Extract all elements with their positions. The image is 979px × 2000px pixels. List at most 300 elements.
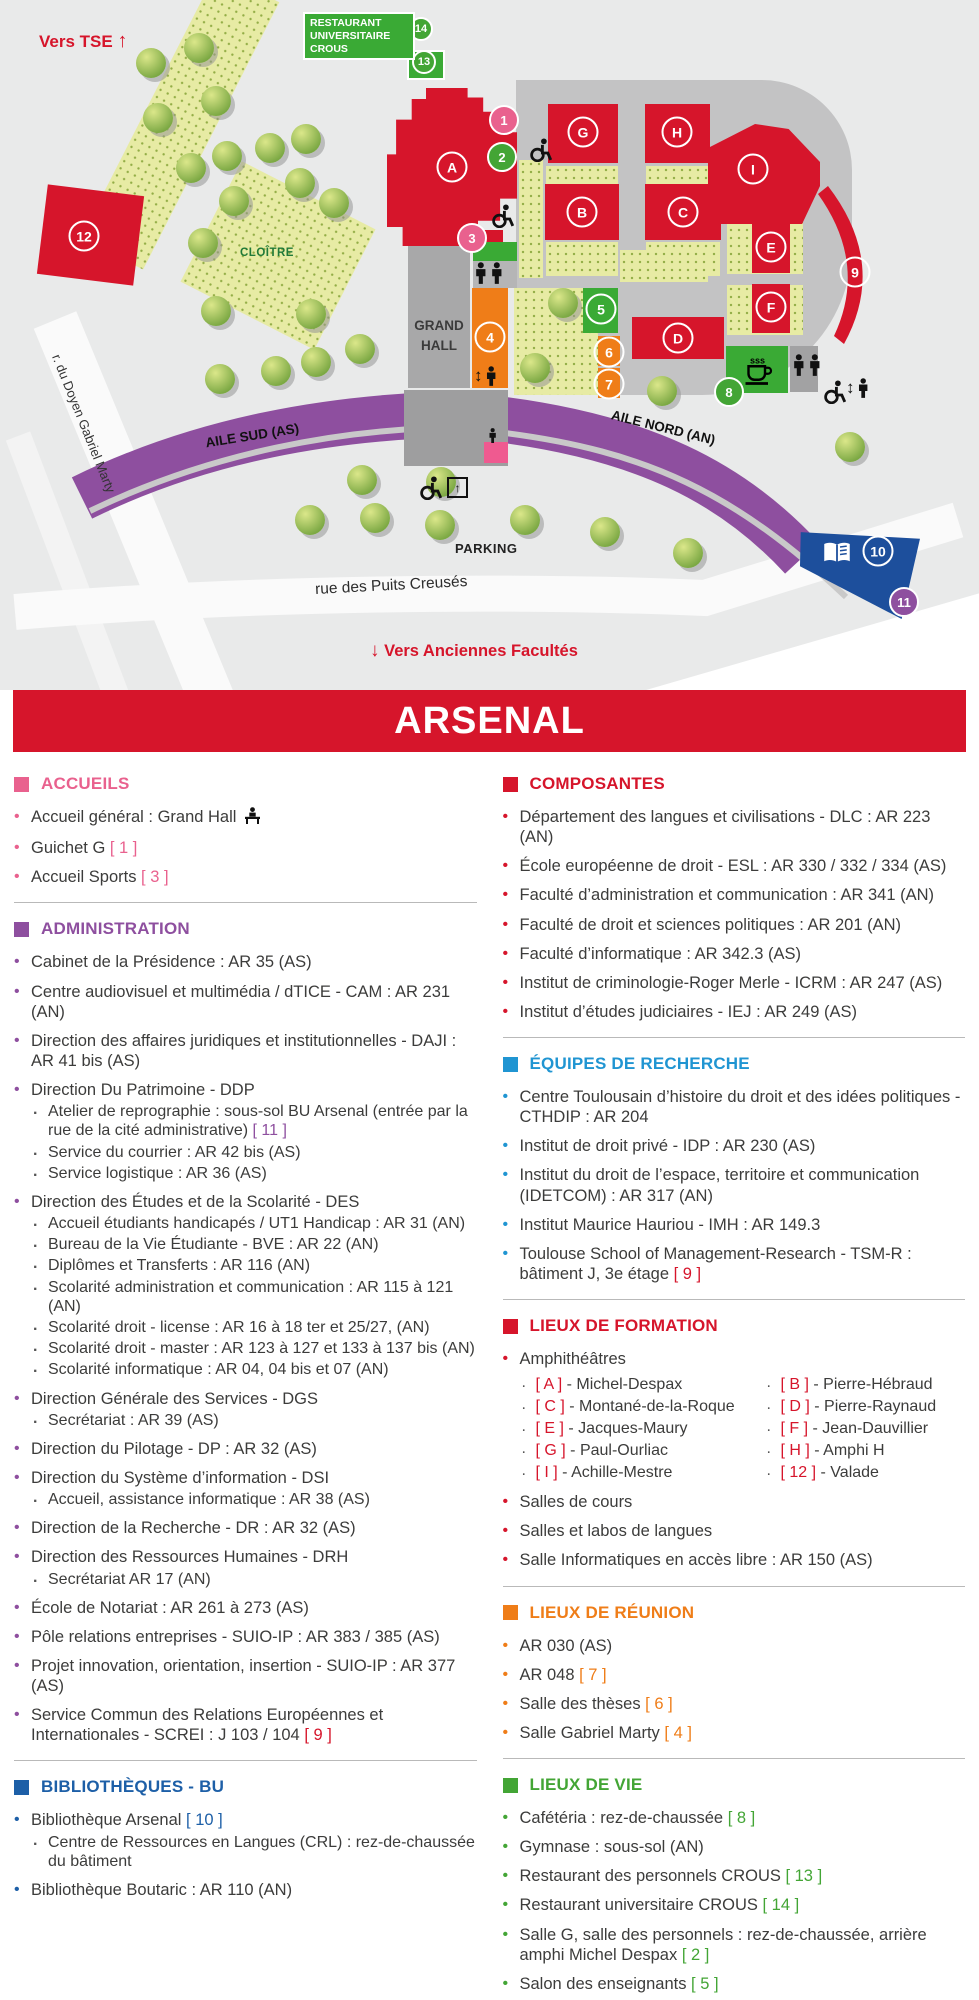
bullet-icon: • <box>14 839 20 857</box>
bullet-icon: • <box>14 1627 20 1645</box>
legend-item <box>14 1031 477 1071</box>
sub-bullet-icon: . <box>33 1162 38 1180</box>
legend-section-title: ADMINISTRATION <box>41 919 190 939</box>
info-point <box>484 442 508 463</box>
legend-color-square <box>503 777 518 792</box>
bullet-icon: • <box>502 1723 509 1741</box>
bullet-icon: • <box>502 1867 509 1885</box>
legend-item <box>503 1636 966 1656</box>
bullet-icon: • <box>14 1468 20 1486</box>
street-puits-creuses-label: rue des Puits Creusés <box>314 573 468 598</box>
cafeteria-coffee-icon <box>744 354 774 386</box>
legend-sub-item-text: Diplômes et Transferts : AR 116 (AN) <box>48 1257 311 1275</box>
person-icon <box>857 378 869 398</box>
legend-section-header-equipes-de-recherche <box>503 1054 966 1074</box>
cloitre-label: CLOÎTRE <box>240 247 294 259</box>
legend-item <box>503 1087 966 1127</box>
amphitheatre-entry <box>765 1375 966 1395</box>
legend-item <box>14 1468 477 1509</box>
legend-sub-item <box>31 1102 477 1140</box>
wheelchair-icon <box>528 138 552 162</box>
map-marker-3: 3 <box>457 223 487 253</box>
legend-item <box>503 885 966 905</box>
legend-item-text: Direction du Système d’information - DSI <box>31 1468 330 1487</box>
legend-item <box>503 1349 966 1483</box>
legend-item <box>503 1925 966 1965</box>
bullet-icon: • <box>502 1493 509 1511</box>
exit-up-icon: ↑ <box>447 477 468 498</box>
campus-map <box>0 0 979 690</box>
amphitheatre-entry <box>765 1419 966 1439</box>
svg-text:sss: sss <box>750 355 766 366</box>
map-reference: [ 3 ] <box>136 868 169 887</box>
legend-sub-item-text: Service logistique : AR 36 (AS) <box>48 1164 267 1182</box>
wheelchair-access-icon <box>490 204 514 228</box>
legend-item <box>503 1665 966 1685</box>
legend-sub-item <box>31 1490 477 1509</box>
legend-item <box>14 1880 477 1900</box>
legend-item-text: AR 030 (AS) <box>519 1636 613 1655</box>
amphitheatre-name: - Amphi H <box>814 1442 885 1460</box>
legend-color-square <box>503 1778 518 1793</box>
crous-banner: RESTAURANT UNIVERSITAIRE CROUS <box>303 12 415 60</box>
amphitheatre-entry <box>520 1419 765 1439</box>
legend-item-text: Gymnase : sous-sol (AN) <box>519 1838 704 1857</box>
legend-item <box>503 973 966 993</box>
legend-section-title: LIEUX DE FORMATION <box>529 1316 718 1335</box>
tree-icon <box>520 353 550 383</box>
sub-bullet-icon: . <box>766 1462 771 1480</box>
legend-item-text: Salle Informatiques en accès libre : AR 150 (AS) <box>519 1551 873 1570</box>
street-doyen-marty-label: r. du Doyen Gabriel Marty <box>49 352 119 495</box>
tree-icon <box>176 153 206 183</box>
direction-anciennes-facultes-label: ↓ Vers Anciennes Facultés <box>370 640 578 661</box>
map-marker-2: 2 <box>487 142 517 172</box>
wheelchair-icon <box>418 476 442 500</box>
legend-sub-item <box>31 1256 477 1275</box>
sub-bullet-icon: . <box>521 1462 526 1480</box>
amphitheatre-name: - Pierre-Hébraud <box>813 1376 933 1394</box>
section-divider <box>503 1758 966 1759</box>
sub-bullet-icon: . <box>521 1374 526 1392</box>
legend-item-text: Restaurant universitaire CROUS <box>519 1896 758 1915</box>
legend-item-text: Salon des enseignants <box>519 1974 687 1993</box>
map-reference: [ 5 ] <box>686 1974 719 1993</box>
sub-bullet-icon: . <box>33 1101 38 1119</box>
bullet-icon: • <box>14 1439 20 1457</box>
map-reference: [ 2 ] <box>677 1945 710 1964</box>
sub-bullet-icon: . <box>33 1234 38 1252</box>
legend-sub-item <box>31 1318 477 1337</box>
tree-icon <box>143 103 173 133</box>
sub-bullet-icon: . <box>33 1141 38 1159</box>
legend-item-text: Cabinet de la Présidence : AR 35 (AS) <box>31 953 312 972</box>
map-reference: [ 12 ] <box>780 1464 821 1482</box>
legend-item-text: Faculté d’administration et communication : AR 341 (AN) <box>519 886 935 905</box>
toilets-icon <box>474 262 503 284</box>
legend-item <box>503 1244 966 1284</box>
bullet-icon: • <box>14 1548 20 1566</box>
map-marker-14: 14 <box>409 17 433 41</box>
legend-sub-item-text: Accueil, assistance informatique : AR 38 (AS) <box>48 1491 370 1509</box>
legend-item <box>503 1694 966 1714</box>
legend-section-header-lieux-de-vie <box>503 1775 966 1795</box>
map-marker-1: 1 <box>489 105 519 135</box>
legend-sub-item-text: Secrétariat AR 17 (AN) <box>48 1570 211 1588</box>
bullet-icon: • <box>14 1656 20 1674</box>
legend-sub-item-text: Centre de Ressources en Langues (CRL) : rez-de-chaussée du bâtiment <box>48 1833 475 1870</box>
legend <box>0 752 979 2000</box>
section-divider <box>14 902 477 903</box>
bullet-icon: • <box>14 1031 20 1049</box>
amphitheatre-entry <box>520 1375 765 1395</box>
bullet-icon: • <box>502 857 509 875</box>
legend-item <box>14 1389 477 1430</box>
tree-icon <box>184 33 214 63</box>
map-marker-11: 11 <box>889 587 919 617</box>
legend-sub-item-text: Accueil étudiants handicapés / UT1 Handicap : AR 31 (AN) <box>48 1215 466 1232</box>
amphitheatre-name: - Paul-Ourliac <box>570 1442 668 1460</box>
wheelchair-access-icon <box>528 138 552 162</box>
bullet-icon: • <box>14 1389 20 1407</box>
legend-item-text: Salle G, salle des personnels : rez-de-chaussée, arrière amphi Michel Despax <box>519 1925 927 1964</box>
legend-sub-item-text: Scolarité administration et communication : AR 115 à 121 (AN) <box>48 1278 454 1315</box>
map-reference: [ A ] <box>535 1376 567 1394</box>
map-reference: [ I ] <box>535 1464 563 1482</box>
legend-item-text: Faculté d’informatique : AR 342.3 (AS) <box>519 944 802 963</box>
legend-sub-item-text: Scolarité droit - master : AR 123 à 127 et 133 à 137 bis (AN) <box>48 1340 475 1358</box>
map-marker-a: A <box>437 152 468 183</box>
bullet-icon: • <box>502 1166 509 1184</box>
bullet-icon: • <box>502 1974 509 1992</box>
map-reference: [ 9 ] <box>669 1264 702 1283</box>
legend-section-header-lieux-de-formation <box>503 1316 966 1336</box>
sub-bullet-icon: . <box>33 1213 38 1230</box>
sub-bullet-icon: . <box>766 1396 771 1414</box>
legend-item-text: Service Commun des Relations Européennes et Internationales - SCREI : J 103 / 104 <box>31 1706 384 1745</box>
legend-item-text: Institut du droit de l’espace, territoire et communication (IDETCOM) : AR 317 (AN) <box>519 1166 920 1205</box>
sub-bullet-icon: . <box>33 1831 38 1849</box>
person-icon <box>485 366 497 386</box>
map-marker-8: 8 <box>714 377 744 407</box>
reception-desk-icon <box>242 807 263 829</box>
legend-item-text: Direction des affaires juridiques et institutionnelles - DAJI : AR 41 bis (AS) <box>31 1031 457 1070</box>
legend-item-text: Salle Gabriel Marty <box>519 1723 660 1742</box>
bullet-icon: • <box>502 808 509 825</box>
aile-nord-label: AILE NORD (AN) <box>609 407 717 448</box>
legend-sub-item-text: Service du courrier : AR 42 bis (AS) <box>48 1143 301 1161</box>
legend-item <box>503 856 966 876</box>
map-marker-9: 9 <box>840 257 871 288</box>
up-arrow-icon: ↑ <box>117 30 128 52</box>
sub-bullet-icon: . <box>33 1489 38 1507</box>
bullet-icon: • <box>14 1598 20 1616</box>
legend-item-text: Institut Maurice Hauriou - IMH : AR 149.3 <box>519 1215 821 1234</box>
legend-item <box>503 1550 966 1570</box>
legend-item <box>14 1598 477 1618</box>
map-reference: [ B ] <box>780 1376 814 1394</box>
bullet-icon: • <box>502 1088 509 1105</box>
legend-item-text: Accueil Sports <box>31 868 137 887</box>
legend-item <box>503 1895 966 1915</box>
legend-item <box>503 1002 966 1022</box>
legend-item <box>14 1705 477 1745</box>
legend-item <box>14 982 477 1022</box>
bullet-icon: • <box>14 982 20 1000</box>
legend-item <box>503 1723 966 1743</box>
amphitheatre-name: - Michel-Despax <box>566 1376 683 1394</box>
legend-item <box>14 1547 477 1588</box>
amphitheatre-name: - Jacques-Maury <box>568 1420 688 1438</box>
legend-item-text: Restaurant des personnels CROUS <box>519 1867 781 1886</box>
map-reference: [ 8 ] <box>723 1809 756 1827</box>
map-reference: [ E ] <box>535 1420 569 1438</box>
legend-item <box>14 1439 477 1459</box>
legend-item-text: Département des langues et civilisations - DLC : AR 223 (AN) <box>519 808 931 847</box>
legend-sub-item <box>31 1235 477 1254</box>
map-marker-c: C <box>668 197 699 228</box>
map-marker-10: 10 <box>863 536 894 567</box>
tree-icon <box>205 364 235 394</box>
amphitheatre-name: - Achille-Mestre <box>562 1464 673 1482</box>
map-reference: [ C ] <box>535 1398 570 1416</box>
elevator-icon <box>846 378 869 398</box>
legend-item <box>503 1136 966 1156</box>
sub-bullet-icon: . <box>33 1359 38 1377</box>
legend-sub-item-text: Secrétariat : AR 39 (AS) <box>48 1411 219 1429</box>
legend-sub-item <box>31 1339 477 1358</box>
legend-item-text: Direction Du Patrimoine - DDP <box>31 1081 255 1099</box>
legend-item-text: Institut de criminologie-Roger Merle - ICRM : AR 247 (AS) <box>519 973 943 992</box>
legend-item <box>503 915 966 935</box>
sub-bullet-icon: . <box>766 1440 771 1458</box>
section-divider <box>14 1760 477 1761</box>
amphitheatre-entry <box>765 1397 966 1417</box>
reception-person-icon <box>488 428 497 443</box>
map-reference: [ 11 ] <box>248 1122 287 1140</box>
map-marker-b: B <box>567 197 598 228</box>
tree-icon <box>347 465 377 495</box>
map-marker-5: 5 <box>586 294 617 325</box>
legend-item-text: Direction des Études et de la Scolarité - DES <box>31 1192 360 1211</box>
person-icon <box>792 354 806 376</box>
amphitheatre-entry <box>520 1441 765 1461</box>
legend-section-title: COMPOSANTES <box>529 774 665 793</box>
legend-sub-item-text: Bureau de la Vie Étudiante - BVE : AR 22 (AN) <box>48 1236 379 1254</box>
amphitheatre-name: - Montané-de-la-Roque <box>569 1398 735 1416</box>
amphitheatre-entry <box>765 1441 966 1461</box>
legend-item <box>14 1810 477 1871</box>
legend-color-square <box>503 1057 518 1072</box>
map-reference: [ D ] <box>780 1398 815 1416</box>
legend-section-title: BIBLIOTHÈQUES - BU <box>41 1777 225 1797</box>
aile-sud-label: AILE SUD (AS) <box>204 420 301 451</box>
legend-item-text: Direction des Ressources Humaines - DRH <box>31 1548 349 1567</box>
legend-sub-item <box>31 1214 477 1233</box>
bullet-icon: • <box>502 1244 509 1262</box>
bullet-icon: • <box>502 1694 509 1712</box>
bullet-icon: • <box>14 1519 20 1537</box>
legend-color-square <box>503 1605 518 1620</box>
legend-item <box>14 838 477 858</box>
map-reference: [ 9 ] <box>299 1726 332 1745</box>
legend-item <box>14 1192 477 1380</box>
toilets-icon <box>792 354 821 376</box>
bullet-icon: • <box>502 944 509 962</box>
amphitheatre-name: - Jean-Dauvillier <box>812 1420 929 1438</box>
legend-item <box>14 1656 477 1696</box>
legend-sub-item-text: Scolarité informatique : AR 04, 04 bis et 07 (AN) <box>48 1361 389 1379</box>
legend-section-header-lieux-de-reunion <box>503 1603 966 1623</box>
bullet-icon: • <box>502 1137 509 1155</box>
amphitheatre-name: - Valade <box>820 1464 879 1482</box>
map-marker-i: I <box>738 154 769 185</box>
sub-bullet-icon: . <box>33 1255 38 1273</box>
legend-item <box>14 1080 477 1183</box>
direction-tse-label: Vers TSE ↑ <box>39 30 128 52</box>
tree-icon <box>261 356 291 386</box>
wheelchair-access-icon <box>822 380 846 404</box>
bullet-icon: • <box>502 1809 509 1826</box>
down-arrow-icon: ↓ <box>370 640 380 661</box>
legend-item-text: Amphithéâtres <box>519 1350 626 1368</box>
map-marker-13: 13 <box>412 50 436 74</box>
tree-icon <box>835 432 865 462</box>
person-icon <box>474 262 488 284</box>
library-book-icon <box>822 541 852 565</box>
parking-label: PARKING <box>455 541 518 556</box>
bullet-icon: • <box>502 1665 509 1683</box>
legend-item <box>503 1165 966 1205</box>
bullet-icon: • <box>502 1838 509 1856</box>
map-reference: [ F ] <box>780 1420 813 1438</box>
map-reference: [ 6 ] <box>640 1694 673 1713</box>
amphitheatre-entry <box>520 1397 765 1417</box>
legend-sub-item <box>31 1360 477 1379</box>
legend-sub-item <box>31 1570 477 1589</box>
wheelchair-icon <box>490 204 514 228</box>
amphitheatre-list <box>520 1375 966 1483</box>
elevator-icon <box>474 366 497 386</box>
bullet-icon: • <box>14 808 20 825</box>
section-divider <box>503 1299 966 1300</box>
legend-item <box>503 1521 966 1541</box>
legend-item-text: Direction de la Recherche - DR : AR 32 (AS) <box>31 1519 356 1538</box>
legend-item-text: Salles et labos de langues <box>519 1522 713 1541</box>
map-reference: [ G ] <box>535 1442 571 1460</box>
sub-bullet-icon: . <box>33 1568 38 1586</box>
legend-sub-item <box>31 1833 477 1871</box>
legend-section-header-composantes <box>503 774 966 794</box>
page-title: ARSENAL <box>394 699 585 742</box>
amphitheatre-entry <box>520 1463 765 1483</box>
legend-column-left <box>14 772 477 2000</box>
legend-item <box>503 1837 966 1857</box>
bullet-icon: • <box>502 1896 509 1914</box>
map-marker-d: D <box>663 323 694 354</box>
tree-icon <box>188 228 218 258</box>
map-marker-6: 6 <box>594 337 625 368</box>
legend-color-square <box>14 1780 29 1795</box>
legend-section-header-bibliotheques <box>14 1777 477 1797</box>
legend-item-text: Bibliothèque Arsenal <box>31 1811 182 1830</box>
bullet-icon: • <box>502 915 509 933</box>
legend-item-text: Institut de droit privé - IDP : AR 230 (AS) <box>519 1137 816 1156</box>
legend-item <box>503 1492 966 1512</box>
bullet-icon: • <box>14 953 20 971</box>
up-down-arrow-icon: ↕ <box>846 378 855 397</box>
tree-icon <box>590 517 620 547</box>
legend-item-text: Salle des thèses <box>519 1694 641 1713</box>
legend-item-text: École de Notariat : AR 261 à 273 (AS) <box>31 1598 309 1617</box>
tree-icon <box>285 168 315 198</box>
legend-item <box>503 1215 966 1235</box>
tree-icon <box>301 347 331 377</box>
person-icon <box>490 262 504 284</box>
bullet-icon: • <box>502 1636 509 1654</box>
legend-sub-item <box>31 1411 477 1430</box>
legend-color-square <box>503 1319 518 1334</box>
legend-section-title: ACCUEILS <box>41 774 130 793</box>
tree-icon <box>345 334 375 364</box>
map-marker-12: 12 <box>69 221 100 252</box>
legend-section-title: LIEUX DE VIE <box>529 1775 643 1794</box>
map-marker-g: G <box>568 117 599 148</box>
legend-section-title: ÉQUIPES DE RECHERCHE <box>529 1054 750 1073</box>
legend-item-text: Centre audiovisuel et multimédia / dTICE - CAM : AR 231 (AN) <box>31 982 451 1021</box>
amphitheatre-name: - Pierre-Raynaud <box>814 1398 937 1416</box>
legend-item <box>503 807 966 847</box>
map-reference: [ 13 ] <box>780 1867 823 1886</box>
tree-icon <box>219 186 249 216</box>
legend-item-text: Guichet G <box>31 839 106 858</box>
legend-item-text: Direction du Pilotage - DP : AR 32 (AS) <box>31 1439 317 1458</box>
bullet-icon: • <box>502 1522 509 1540</box>
legend-column-right <box>503 772 966 2000</box>
sub-bullet-icon: . <box>521 1396 526 1414</box>
map-reference: [ H ] <box>780 1442 815 1460</box>
legend-item-text: Centre Toulousain d’histoire du droit et des idées politiques - CTHDIP : AR 204 <box>519 1088 961 1127</box>
tree-icon <box>673 538 703 568</box>
amphitheatre-entry <box>765 1463 966 1483</box>
legend-item <box>14 952 477 972</box>
bullet-icon: • <box>502 886 509 904</box>
tree-icon <box>295 505 325 535</box>
legend-item <box>14 1627 477 1647</box>
sub-bullet-icon: . <box>33 1276 38 1294</box>
legend-color-square <box>14 922 29 937</box>
legend-sub-item <box>31 1143 477 1162</box>
legend-item <box>503 1974 966 1994</box>
tree-icon <box>291 124 321 154</box>
legend-item <box>503 1808 966 1828</box>
tree-icon <box>647 376 677 406</box>
map-reference: [ 14 ] <box>757 1896 800 1915</box>
tree-icon <box>296 299 326 329</box>
legend-color-square <box>14 777 29 792</box>
map-marker-7: 7 <box>594 369 625 400</box>
bullet-icon: • <box>502 973 509 991</box>
legend-item-text: Institut d’études judiciaires - IEJ : AR 249 (AS) <box>519 1002 857 1021</box>
sub-bullet-icon: . <box>33 1316 38 1334</box>
bullet-icon: • <box>14 1880 20 1898</box>
bullet-icon: • <box>14 1811 20 1829</box>
tree-icon <box>510 505 540 535</box>
map-reference: [ 10 ] <box>181 1811 223 1830</box>
map-marker-h: H <box>662 117 693 148</box>
legend-item-text: Accueil général : Grand Hall <box>31 808 237 826</box>
section-divider <box>503 1037 966 1038</box>
